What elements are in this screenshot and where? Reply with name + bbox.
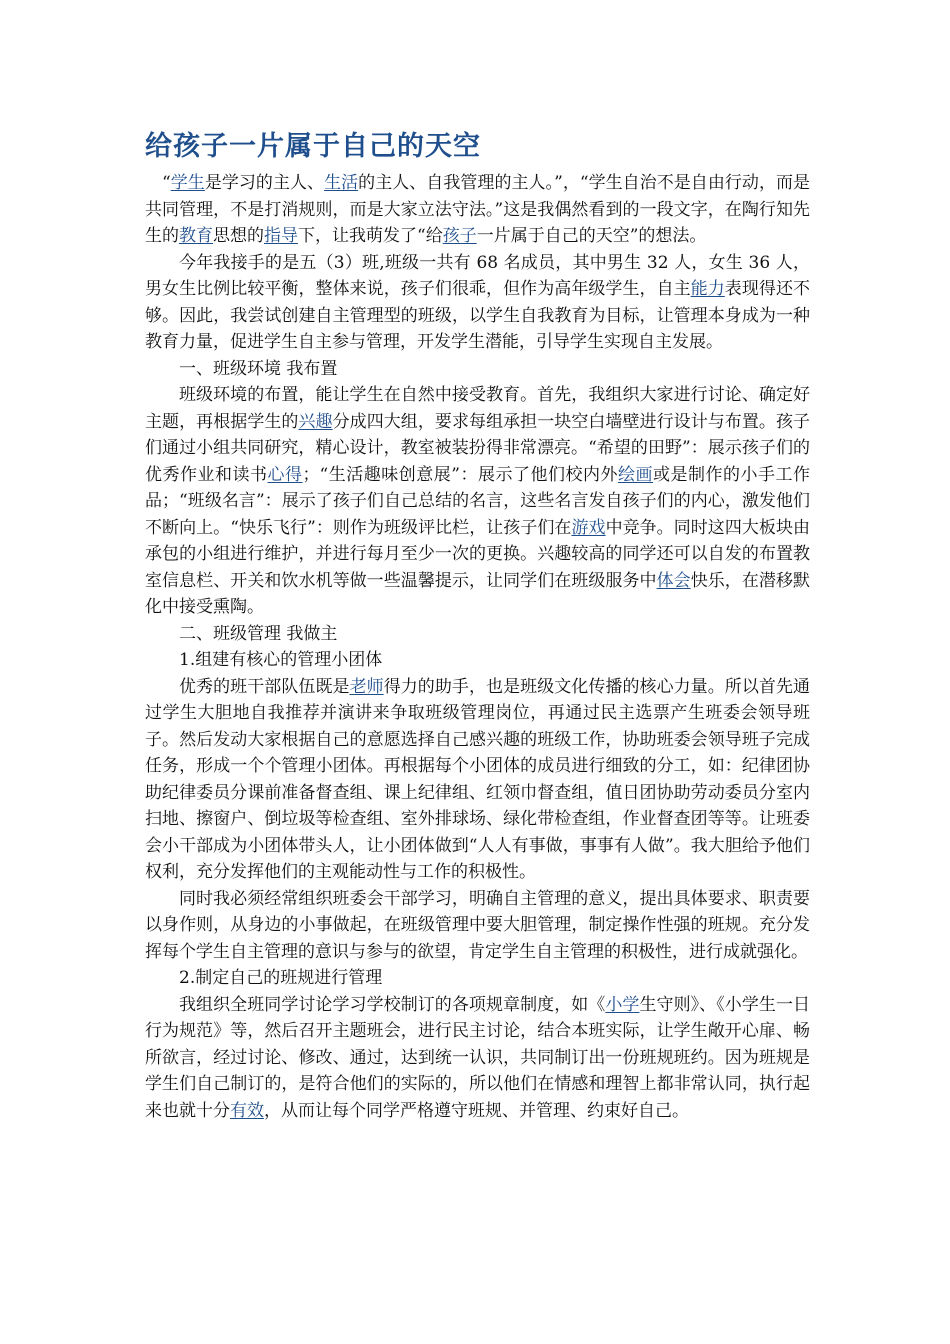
- text-run: 快乐，在潜移默化中接受熏陶。: [145, 570, 811, 617]
- text-run: 优秀的班干部队伍既是: [179, 676, 350, 697]
- text-run: 一、班级环境 我布置: [179, 358, 338, 379]
- section-heading-environment: [145, 356, 810, 383]
- text-run: 同时我必须经常组织班委会干部学习，明确自主管理的意义，提出具体要求、职责要以身作则，从身边的小事做起，在班级管理中要大胆管理，制定操作性强的班规。充分发挥每个学生自主管理的意识与参与的欲望，肯定学生自主管理的积极性，进行成就强化。: [145, 888, 810, 962]
- page-title: 给孩子一片属于自己的天空: [145, 131, 481, 162]
- text-run: 的主人、自我管理的主人。”，“学生自治不是自由行动，而是共同管理，不是打消规则，而是大家立法守法。”这是我偶然看到的一段文字，在陶行知先生的: [145, 173, 811, 246]
- link-xingqu[interactable]: 兴趣: [298, 411, 333, 432]
- text-run: 班级环境的布置，能让学生在自然中接受教育。首先，我组织大家进行讨论、确定好主题，再根据学生的: [145, 385, 810, 432]
- text-run: 一片属于自己的天空”的想法。: [476, 226, 707, 246]
- link-xinde[interactable]: 心得: [267, 464, 303, 485]
- text-run: ，从而让每个同学严格遵守班规、并管理、约束好自己。: [264, 1100, 689, 1121]
- link-xuesheng[interactable]: 学生: [170, 173, 205, 193]
- link-youxi[interactable]: 游戏: [571, 517, 606, 538]
- paragraph-committee-study: [145, 886, 810, 966]
- link-shenghuo[interactable]: 生活: [324, 173, 359, 193]
- paragraph-core-team: [145, 674, 810, 886]
- paragraph-environment: [145, 382, 810, 621]
- text-run: 表现得还不够。因此，我尝试创建自主管理型的班级，以学生自我教育为目标，让管理本身成为一种教育力量，促进学生自主参与管理，开发学生潜能，引导学生实现自主发展。: [145, 279, 811, 352]
- subheading-core-team: [145, 647, 810, 674]
- text-run: 生守则》、《小学生一日行为规范》等，然后召开主题班会，进行民主讨论，结合本班实际，让学生敞开心扉、畅所欲言，经过讨论、修改、通过，达到统一认识，共同制订出一份班规班约。因为班规是学生们自己制订的，是符合他们的实际的，所以他们在情感和理智上都非常认同，执行起来也就十分: [145, 994, 811, 1121]
- text-run: ；“生活趣味创意展”：展示了他们校内外: [302, 464, 618, 485]
- text-run: 是学习的主人、: [204, 173, 325, 193]
- text-run: 1.组建有核心的管理小团体: [179, 650, 383, 670]
- text-run: 我组织全班同学讨论学习学校制订的各项规章制度，如《: [179, 994, 606, 1015]
- link-nengli[interactable]: 能力: [690, 279, 725, 299]
- text-run: 得力的助手，也是班级文化传播的核心力量。所以首先通过学生大胆地自我推荐并演讲来争取班级管理岗位，再通过民主选票产生班委会领导班子。然后发动大家根据自己的意愿选择自己感兴趣的班级工作，协助班委会领导班子完成任务，形成一个个管理小团体。再根据每个小团体的成员进行细致的分工，如：纪律团协助纪律委员分课前准备督查组、课上纪律组、红领巾督查组，值日团协助劳动委员分室内扫地、擦窗户、倒垃圾等检查组、室外排球场、绿化带检查组，作业督查团等等。让班委会小干部成为小团体带头人，让小团体做到“人人有事做，事事有人做”。我大胆给予他们权利，充分发挥他们的主观能动性与工作的积极性。: [145, 676, 811, 882]
- paragraph-intro: [145, 170, 810, 250]
- text-run: 中竞争。同时这四大板块由承包的小组进行维护，并进行每月至少一次的更换。兴趣较高的同学还可以自发的布置教室信息栏、开关和饮水机等做一些温馨提示，让同学们在班级服务中: [145, 517, 811, 591]
- section-heading-management: [145, 621, 810, 648]
- text-run: 今年我接手的是五（3）班,班级一共有 68 名成员，其中男生 32 人，女生 36 人，男女生比例比较平衡，整体来说，孩子们很乖，但作为高年级学生，自主: [145, 252, 810, 299]
- text-run: 下，让我萌发了“给: [298, 226, 443, 246]
- link-haizi[interactable]: 孩子: [442, 226, 477, 246]
- link-tihui[interactable]: 体会: [656, 570, 691, 591]
- paragraph-class-info: [145, 250, 810, 356]
- link-zhidao[interactable]: 指导: [264, 226, 298, 246]
- text-run: 二、班级管理 我做主: [179, 623, 338, 644]
- document-body: [145, 128, 810, 1124]
- paragraph-class-rules: [145, 992, 810, 1125]
- link-jiaoyu[interactable]: 教育: [179, 226, 213, 246]
- link-laoshi[interactable]: 老师: [349, 676, 384, 697]
- text-run: “: [162, 173, 171, 193]
- text-run: 思想的: [213, 226, 264, 246]
- subheading-class-rules: [145, 965, 810, 992]
- text-run: 分成四大组，要求每组承担一块空白墙壁进行设计与布置。孩子们通过小组共同研究，精心设计，教室被装扮得非常漂亮。“希望的田野”：展示孩子们的优秀作业和读书: [145, 411, 811, 485]
- text-run: 或是制作的小手工作品；“班级名言”：展示了孩子们自己总结的名言，这些名言发自孩子们的内心，激发他们不断向上。“快乐飞行”：则作为班级评比栏，让孩子们在: [145, 464, 811, 538]
- link-huihua[interactable]: 绘画: [617, 464, 653, 485]
- text-run: 2.制定自己的班规进行管理: [179, 968, 383, 988]
- link-youxiao[interactable]: 有效: [230, 1100, 264, 1121]
- link-xiaoxue[interactable]: 小学: [605, 994, 640, 1015]
